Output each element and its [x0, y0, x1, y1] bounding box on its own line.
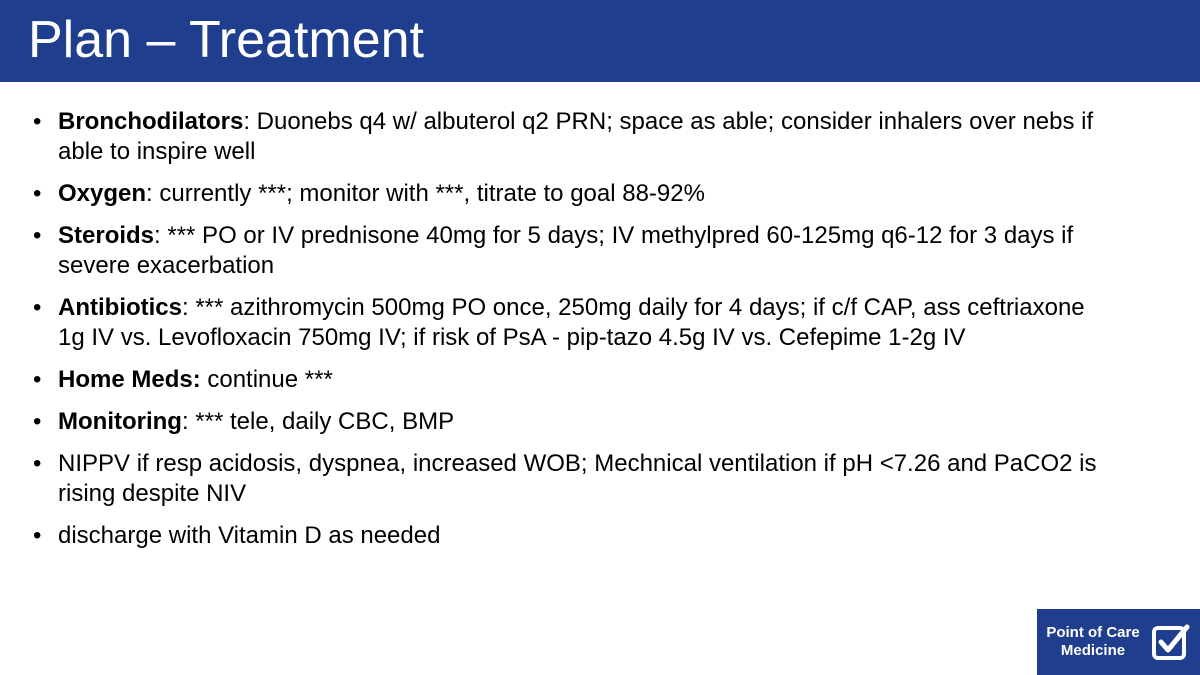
bullet-marker: • [33, 366, 42, 393]
bullet-list [33, 107, 1103, 563]
point-of-care-medicine-logo [1037, 609, 1200, 675]
bullet-marker: • [33, 180, 42, 207]
bullet-text: *** PO or IV prednisone 40mg for 5 days; IV methylpred 60-125mg q6-12 for 3 days if severe exacerbation [58, 222, 1074, 279]
bullet-marker: • [33, 408, 42, 435]
bullet-item-steroids [33, 221, 1103, 281]
bullet-item-home-meds [33, 365, 1103, 395]
bullet-label: Steroids [58, 222, 155, 249]
bullet-label: Oxygen [58, 180, 147, 207]
bullet-item-bronchodilators [33, 107, 1103, 167]
logo-line-1: Point of Care [1046, 624, 1140, 641]
checkbox-check-icon [1150, 621, 1192, 663]
bullet-marker: • [33, 450, 42, 477]
bullet-label: Home Meds: [58, 366, 201, 393]
bullet-text: continue *** [200, 366, 333, 393]
logo-line-2: Medicine [1060, 642, 1126, 659]
bullet-text: Duonebs q4 w/ albuterol q2 PRN; space as able; consider inhalers over nebs if able to inspire well [58, 108, 1094, 165]
bullet-marker: • [33, 108, 42, 135]
bullet-item-discharge [33, 521, 1103, 551]
bullet-item-antibiotics [33, 293, 1103, 353]
bullet-label: Monitoring [58, 408, 182, 435]
bullet-text: NIPPV if resp acidosis, dyspnea, increased WOB; Mechnical ventilation if pH <7.26 and PaCO2 is rising despite NIV [58, 450, 1097, 507]
bullet-separator: : [146, 180, 153, 207]
bullet-marker: • [33, 522, 42, 549]
bullet-separator: : [181, 408, 189, 435]
bullet-marker: • [33, 294, 42, 321]
bullet-marker: • [33, 222, 42, 249]
bullet-text: *** azithromycin 500mg PO once, 250mg daily for 4 days; if c/f CAP, ass ceftriaxone 1g IV vs. Levofloxacin 750mg IV; if risk of PsA - pip-tazo 4.5g IV vs. Cefepime 1-2g IV [58, 294, 1085, 351]
bullet-separator: : [243, 108, 251, 135]
bullet-item-nippv [33, 449, 1103, 509]
logo-text [1043, 624, 1143, 660]
bullet-text: *** tele, daily CBC, BMP [188, 408, 455, 435]
bullet-separator: : [154, 222, 161, 249]
bullet-label: Antibiotics [58, 294, 182, 321]
slide-title: Plan – Treatment [28, 11, 424, 69]
bullet-item-monitoring [33, 407, 1103, 437]
bullet-item-oxygen [33, 179, 1103, 209]
bullet-label: Bronchodilators [58, 108, 244, 135]
bullet-text: discharge with Vitamin D as needed [58, 522, 441, 549]
bullet-separator: : [182, 294, 189, 321]
title-bar [0, 0, 1200, 82]
bullet-text: currently ***; monitor with ***, titrate to goal 88-92% [152, 180, 705, 207]
